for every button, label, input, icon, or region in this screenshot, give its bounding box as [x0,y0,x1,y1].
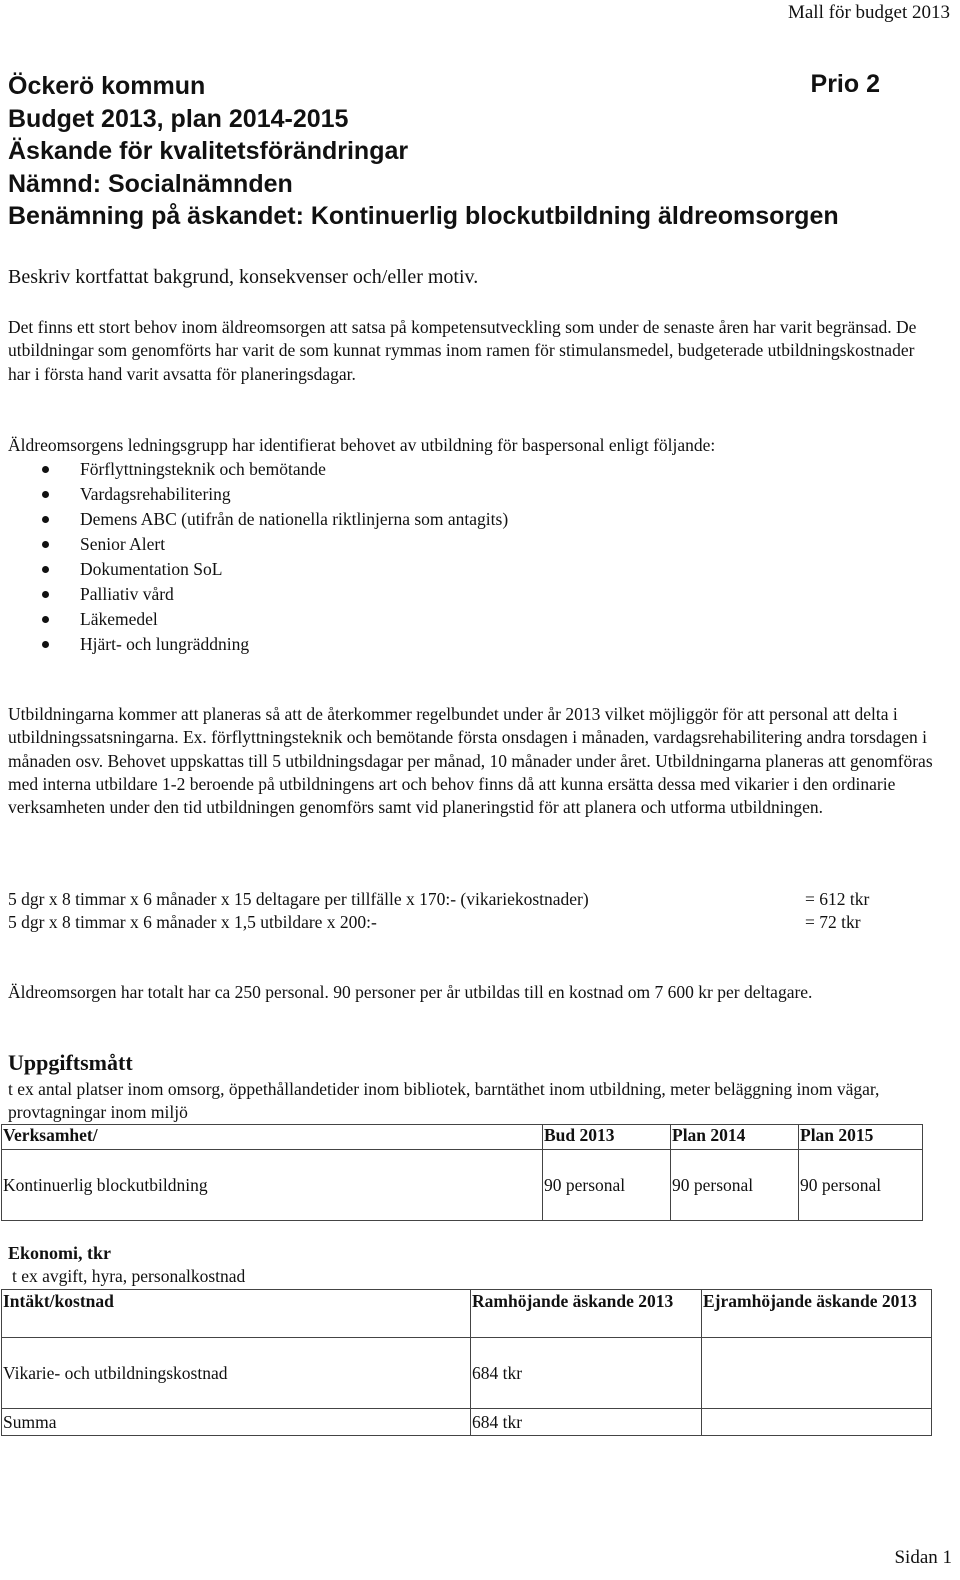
table-cell: 90 personal [543,1150,671,1221]
bullet-icon [42,466,49,473]
table-header-row [2,1125,923,1150]
table-row [2,1150,923,1221]
list-item: Vardagsrehabilitering [8,482,938,507]
table-header-row [2,1290,932,1338]
table-row [2,1338,932,1409]
table-cell: Vikarie- och utbildningskostnad [2,1338,471,1409]
ekonomi-table [1,1289,932,1436]
board-title: Nämnd: Socialnämnden [8,169,293,198]
list-item: Läkemedel [8,607,938,632]
request-type-title: Äskande för kvalitetsförändringar [8,137,409,165]
document-title-block [8,70,888,233]
municipality-title: Öckerö kommun [8,72,206,100]
calc-result: = 72 tkr [805,912,861,932]
uppgiftsmatt-heading: Uppgiftsmått [8,1050,133,1075]
table-header: Bud 2013 [543,1125,671,1150]
table-cell: 90 personal [671,1150,799,1221]
training-list [8,457,938,657]
list-item: Dokumentation SoL [8,557,938,582]
bullet-icon [42,616,49,623]
table-header: Ramhöjande äskande 2013 [471,1290,702,1338]
page-number: Sidan 1 [894,1547,952,1568]
calc-expression: 5 dgr x 8 timmar x 6 månader x 15 deltagare per tillfälle x 170:- (vikariekostnader) [8,889,589,909]
bullet-icon [42,541,49,548]
planning-paragraph: Utbildningarna kommer att planeras så att de återkommer regelbundet under år 2013 vilket möjliggör för att personal att delta i utbildningssatsningarna. Ex. förflyttningsteknik och bemötande första onsdagen i månaden, vardagsrehabilitering andra torsdagen i månaden osv. Behovet uppskattas till 5 utbildningsdagar per månad, 10 månader under året. Utbildningarna planeras att genomföras med interna utbildare 1-2 beroende på utbildningens art och behov finns då att kunna ersätta dessa med vikarier i den ordinarie verksamheten under den tid utbildningen genomförs samt vid planeringstid för att planera och utforma utbildningen. [8,704,933,818]
ekonomi-heading: Ekonomi, tkr [8,1243,112,1263]
list-item: Hjärt- och lungräddning [8,632,938,657]
list-item: Palliativ vård [8,582,938,607]
background-paragraph: Det finns ett stort behov inom äldreomsorgen att satsa på kompetensutveckling som under de senaste åren har varit begränsad. De utbildningar som genomförts har varit de som kunnat rymmas inom ramen för stimulansmedel, budgeterade utbildningskostnader har i första hand varit avsatta för planeringsdagar. [8,317,917,384]
list-item: Senior Alert [8,532,938,557]
bullet-icon [42,566,49,573]
table-cell: 90 personal [799,1150,923,1221]
bullet-icon [42,591,49,598]
table-cell: 684 tkr [471,1338,702,1409]
table-header: Ejramhöjande äskande 2013 [702,1290,932,1338]
budget-title: Budget 2013, plan 2014-2015 [8,104,349,133]
template-header: Mall för budget 2013 [787,2,950,23]
intro-question: Beskriv kortfattat bakgrund, konsekvenser och/eller motiv. [8,266,479,288]
cost-calculation [8,888,928,934]
table-header: Plan 2014 [671,1125,799,1150]
calc-row [8,888,928,911]
table-row [2,1409,932,1436]
training-needs-section [8,434,938,657]
table-header: Intäkt/kostnad [2,1290,471,1338]
uppgiftsmatt-description: t ex antal platser inom omsorg, öppethållandetider inom bibliotek, barntäthet inom utbildning, meter beläggning inom vägar, provtagningar inom miljö [8,1079,880,1122]
table-cell: 684 tkr [471,1409,702,1436]
table-header: Verksamhet/ [2,1125,543,1150]
bullet-icon [42,641,49,648]
calc-result: = 612 tkr [805,889,870,909]
table-cell: Summa [2,1409,471,1436]
bullet-icon [42,491,49,498]
staff-paragraph: Äldreomsorgen har totalt har ca 250 personal. 90 personer per år utbildas till en kostnad om 7 600 kr per deltagare. [8,982,813,1002]
ekonomi-description: t ex avgift, hyra, personalkostnad [12,1266,246,1286]
list-item: Demens ABC (utifrån de nationella riktlinjerna som antagits) [8,507,938,532]
table-cell [702,1409,932,1436]
bullet-icon [42,516,49,523]
table-header: Plan 2015 [799,1125,923,1150]
calc-row [8,911,928,934]
request-name-title: Benämning på äskandet: Kontinuerlig blockutbildning äldreomsorgen [8,202,839,230]
table-cell [702,1338,932,1409]
table-cell: Kontinuerlig blockutbildning [2,1150,543,1221]
calc-expression: 5 dgr x 8 timmar x 6 månader x 1,5 utbildare x 200:- [8,912,377,932]
list-item: Förflyttningsteknik och bemötande [8,457,938,482]
training-needs-lead: Äldreomsorgens ledningsgrupp har identifierat behovet av utbildning för baspersonal enligt följande: [8,435,716,455]
uppgiftsmatt-table [1,1124,923,1221]
priority-label: Prio 2 [810,70,880,98]
